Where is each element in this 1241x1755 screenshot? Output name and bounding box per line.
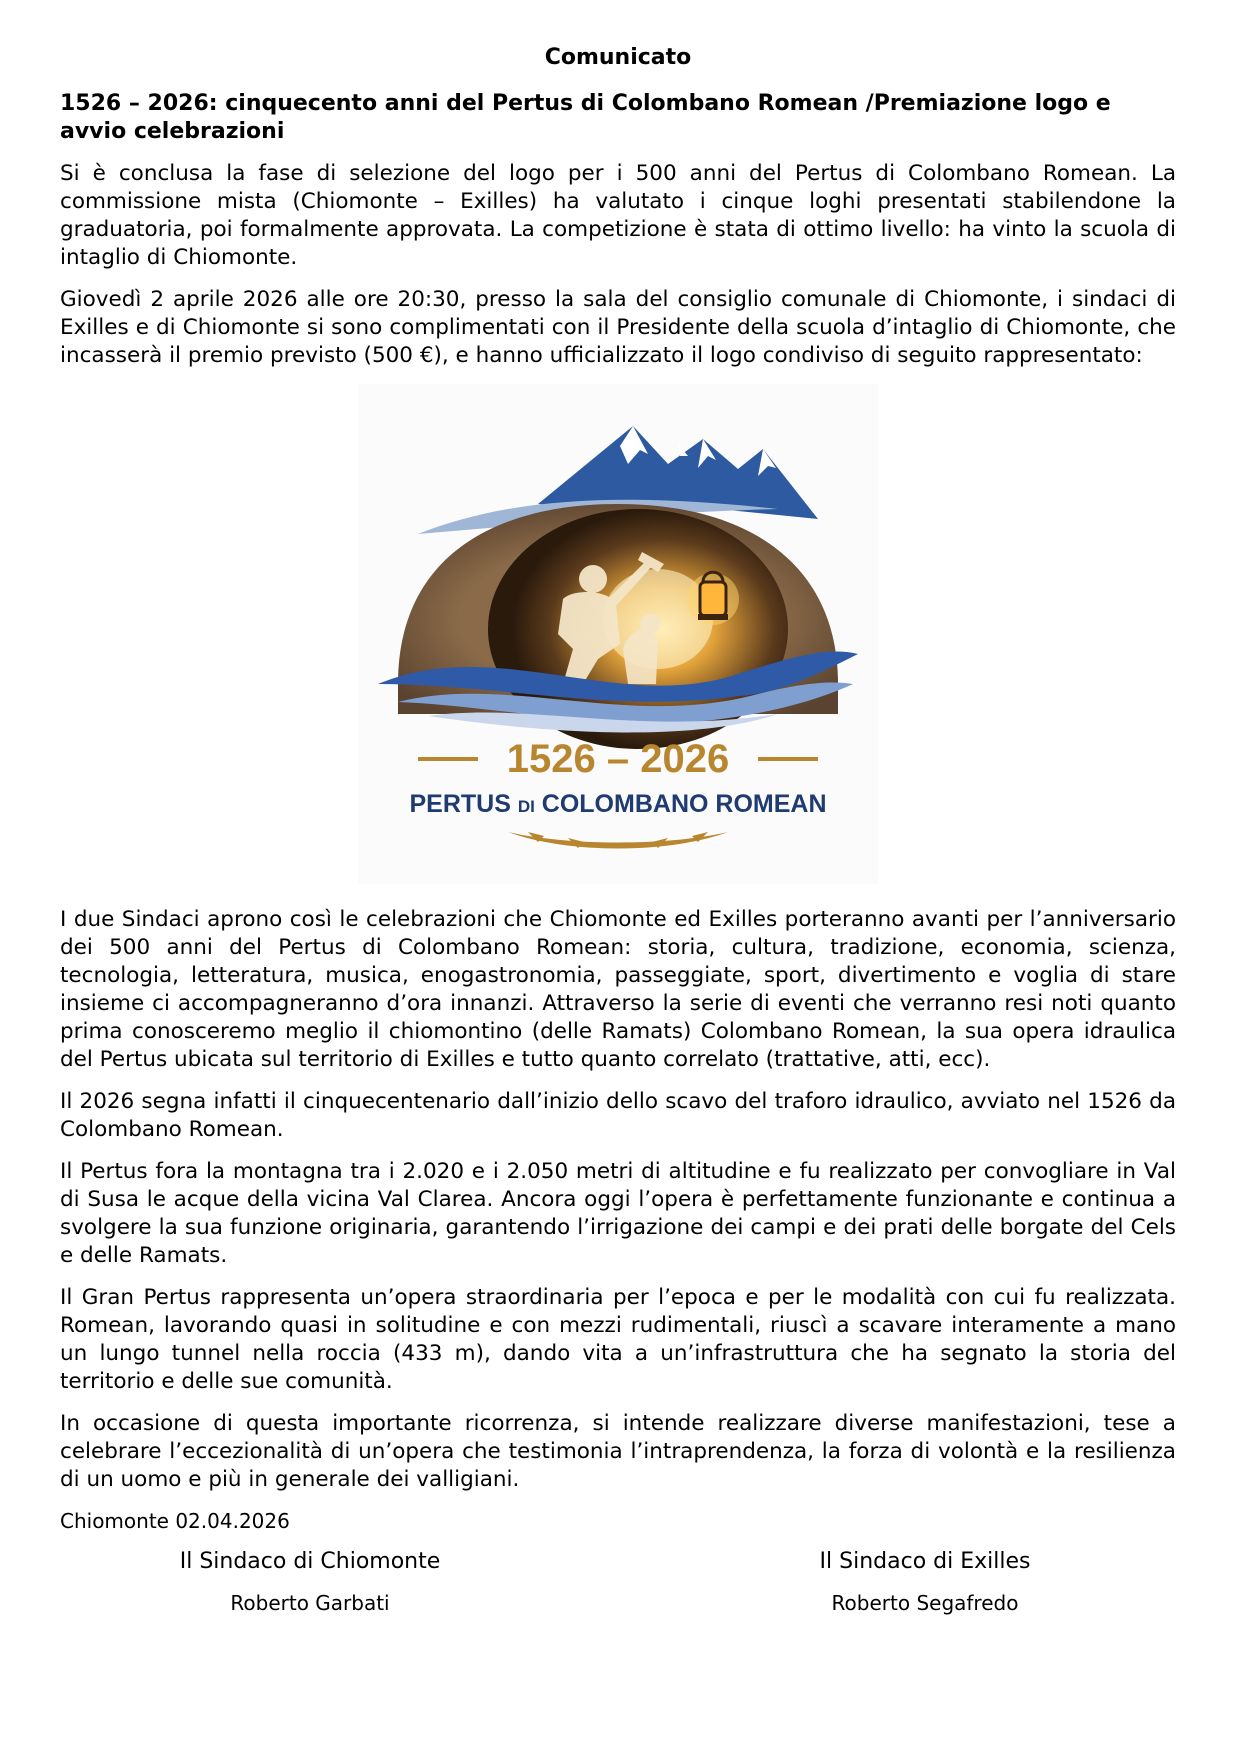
signatures-block — [60, 1548, 1176, 1658]
signature-name: Roberto Garbati — [230, 1591, 390, 1615]
logo-graphic — [358, 384, 878, 884]
signature-name: Roberto Segafredo — [831, 1591, 1019, 1615]
anniversary-logo — [358, 384, 878, 884]
paragraph-2: Giovedì 2 aprile 2026 alle ore 20:30, presso la sala del consiglio comunale di Chiomonte, i sindaci di Exilles e di Chiomonte si sono complimentati con il Presidente della scuola d’intaglio di Chiomonte, che incasserà il premio previsto (500 €), e hanno ufficializzato il logo condiviso di seguito rappresentato: — [60, 287, 1176, 368]
paragraph-3: I due Sindaci aprono così le celebrazioni che Chiomonte ed Exilles porteranno avanti per l’anniversario dei 500 anni del Pertus di Colombano Romean: storia, cultura, tradizione, economia, scienza, tecnologia, letteratura, musica, enogastronomia, passeggiate, sport, divertimento e voglia di stare insieme ci accompagneranno d’ora innanzi. Attraverso la serie di eventi che verranno resi noti quanto prima conosceremo meglio il chiomontino (delle Ramats) Colombano Romean, la sua opera idraulica del Pertus ubicata sul territorio di Exilles e tutto quanto correlato (trattative, atti, ecc). — [60, 907, 1176, 1072]
signature-chiomonte — [150, 1548, 470, 1616]
logo-years: 1526 – 2026 — [506, 737, 730, 781]
paragraph-4: Il 2026 segna infatti il cinquecentenario dall’inizio dello scavo del traforo idraulico, avviato nel 1526 da Colombano Romean. — [60, 1089, 1176, 1142]
paragraph-7: In occasione di questa importante ricorrenza, si intende realizzare diverse manifestazioni, tese a celebrare l’eccezionalità di un’opera che testimonia l’intraprendenza, la forza di volontà e la resilienza di un uomo e più in generale dei valligiani. — [60, 1411, 1176, 1492]
paragraph-5: Il Pertus fora la montagna tra i 2.020 e i 2.050 metri di altitudine e fu realizzato per convogliare in Val di Susa le acque della vicina Val Clarea. Ancora oggi l’opera è perfettamente funzionante e continua a svolgere la sua funzione originaria, garantendo l’irrigazione dei campi e dei prati delle borgate del Cels e delle Ramats. — [60, 1159, 1176, 1268]
document-subject: 1526 – 2026: cinquecento anni del Pertus di Colombano Romean /Premiazione logo e avvio celebrazioni — [60, 91, 1111, 144]
document-heading: Comunicato — [544, 45, 692, 70]
signature-exilles — [765, 1548, 1085, 1616]
paragraph-6: Il Gran Pertus rappresenta un’opera straordinaria per l’epoca e per le modalità con cui fu realizzata. Romean, lavorando quasi in solitudine e con mezzi rudimentali, riuscì a scavare interamente a mano un lungo tunnel nella roccia (433 m), dando vita a un’infrastruttura che ha segnato la storia del territorio e delle sue comunità. — [60, 1285, 1176, 1394]
signature-role: Il Sindaco di Exilles — [819, 1549, 1031, 1574]
signature-role: Il Sindaco di Chiomonte — [179, 1549, 441, 1574]
document-page — [60, 44, 1176, 1658]
paragraph-1: Si è conclusa la fase di selezione del logo per i 500 anni del Pertus di Colombano Romean. La commissione mista (Chiomonte – Exilles) ha valutato i cinque loghi presentati stabilendone la graduatoria, poi formalmente approvata. La competizione è stata di ottimo livello: ha vinto la scuola di intaglio di Chiomonte. — [60, 161, 1176, 270]
logo-title: PERTUS DI COLOMBANO ROMEAN — [409, 790, 827, 818]
place-date: Chiomonte 02.04.2026 — [60, 1509, 290, 1533]
